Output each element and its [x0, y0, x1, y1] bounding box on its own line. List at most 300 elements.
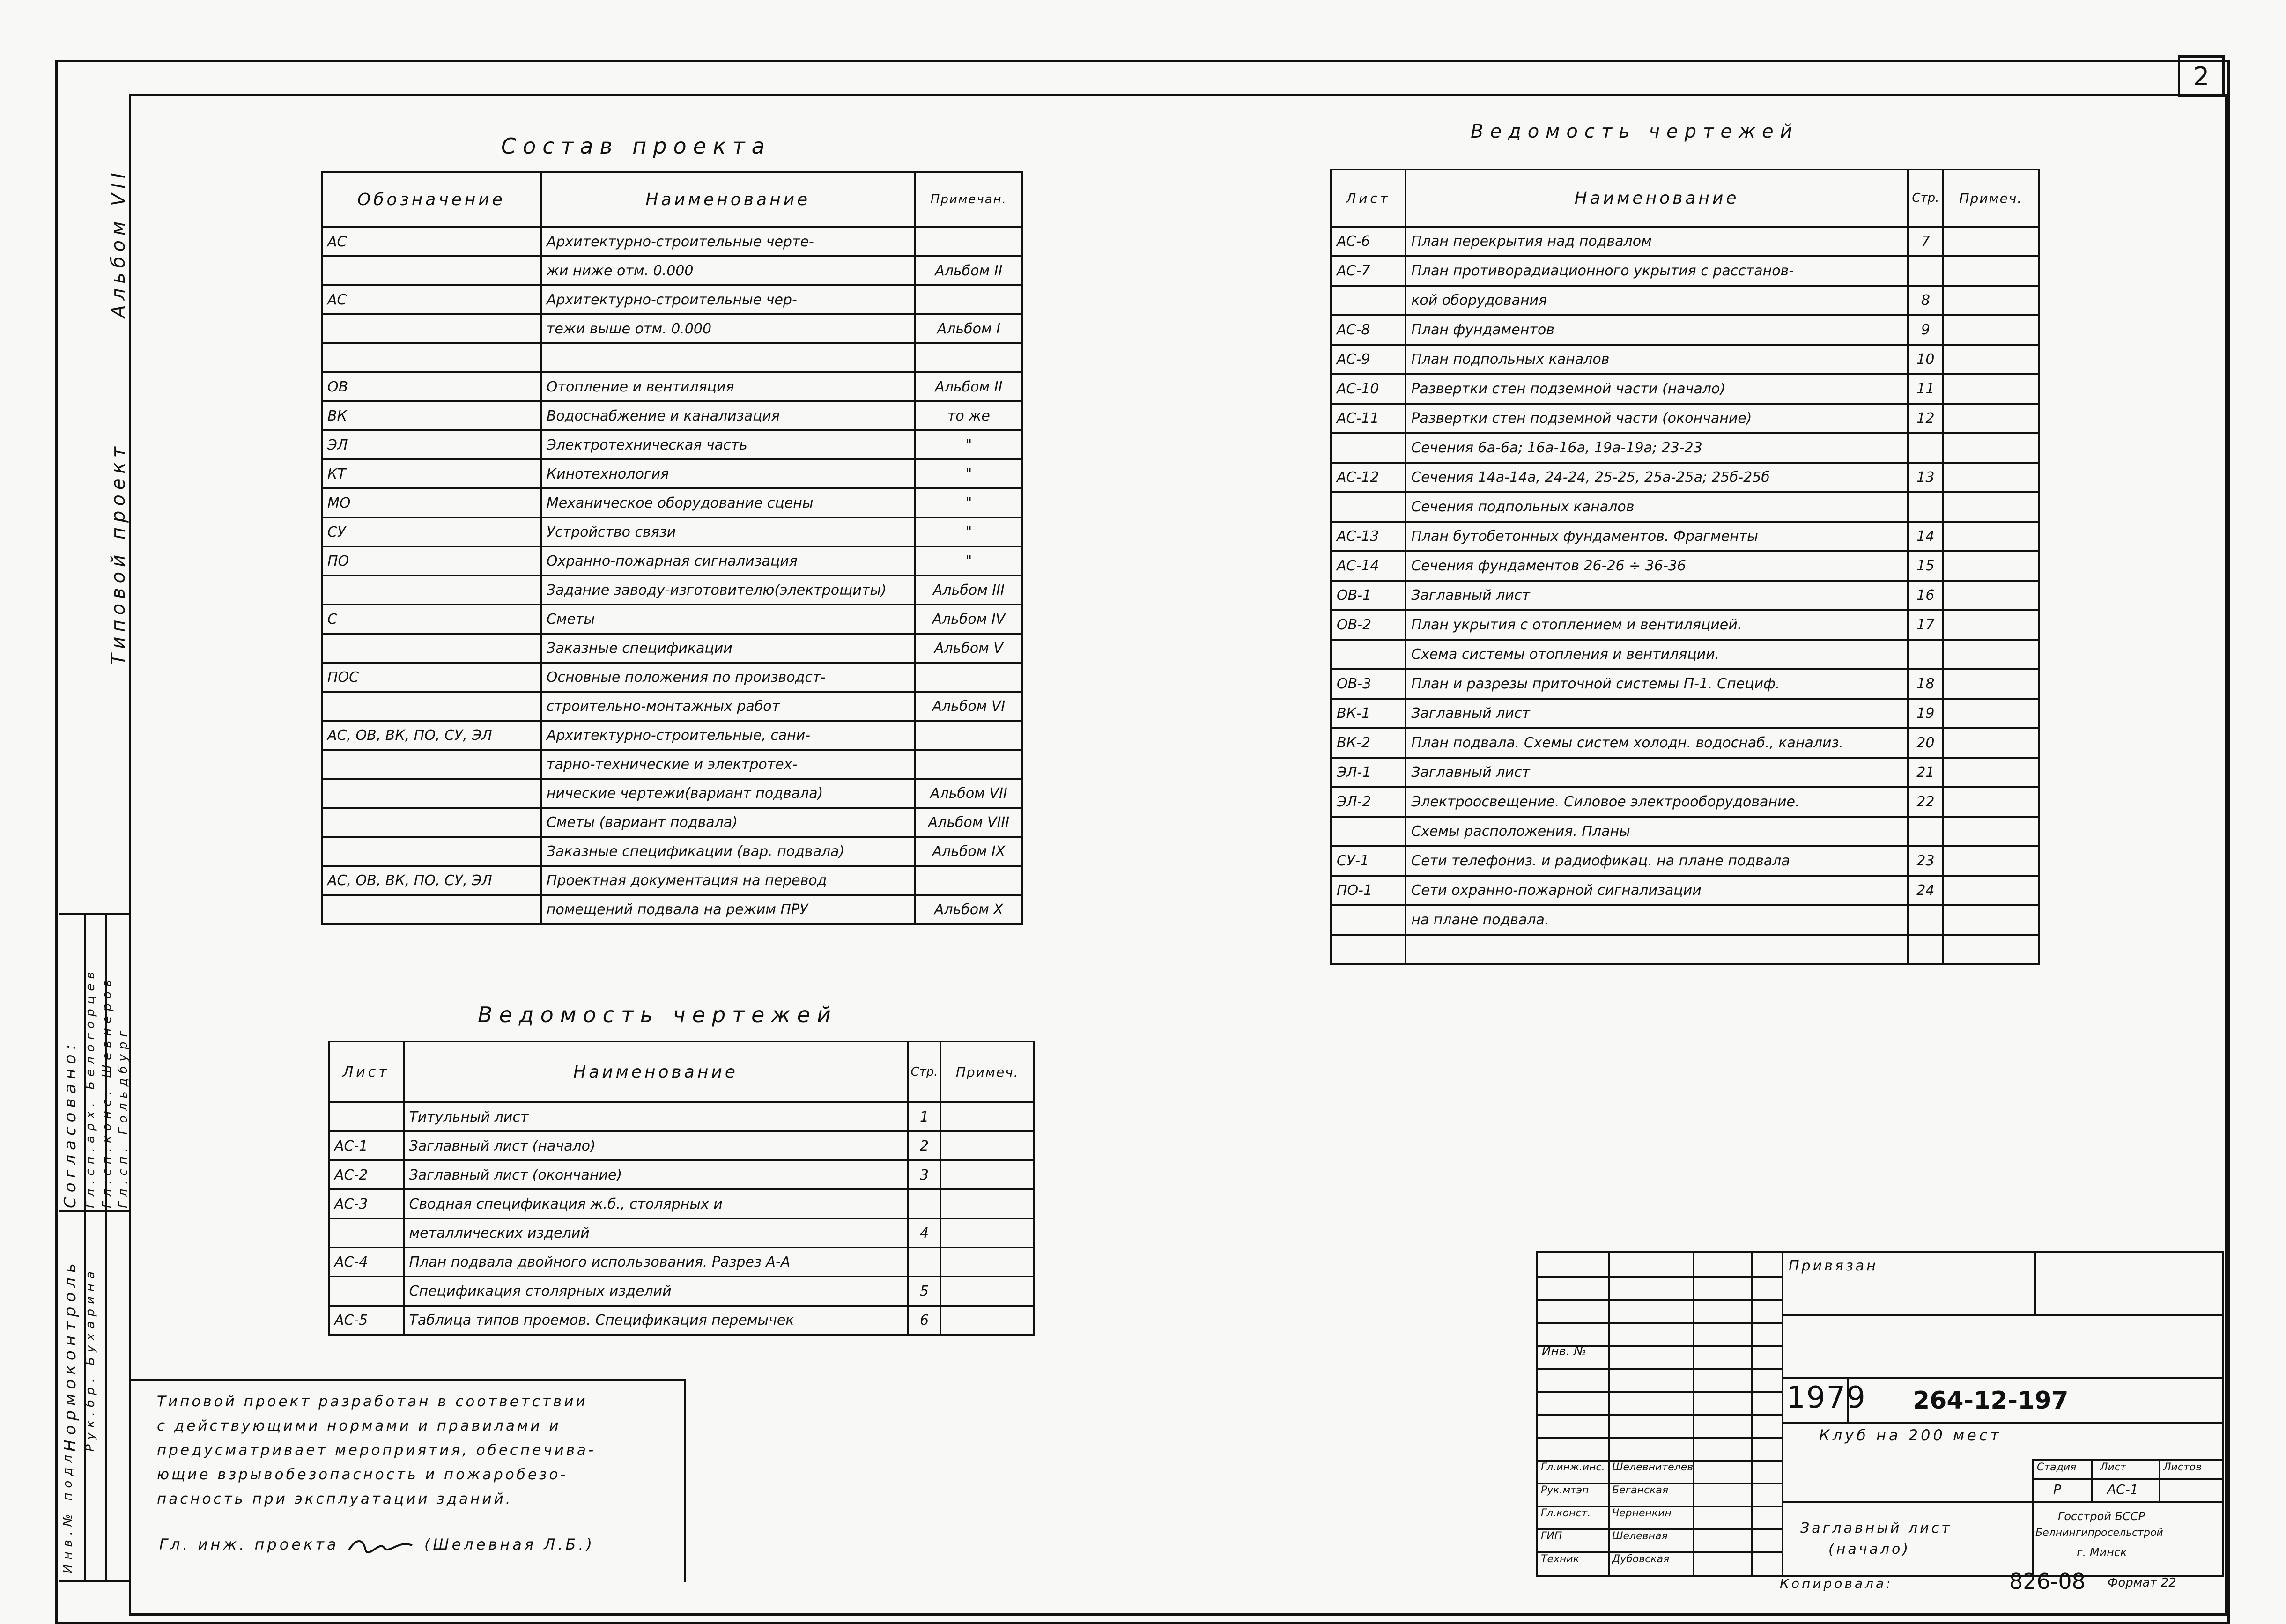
table-cell: " [915, 546, 1022, 576]
note-signature [159, 1535, 595, 1555]
table-row [1331, 463, 2039, 492]
table-row [322, 808, 1022, 837]
table-cell: 16 [1908, 581, 1943, 610]
staff-role: ГИП [1541, 1530, 1562, 1542]
table-row [1331, 640, 2039, 669]
table-cell: АС-14 [1331, 551, 1406, 581]
table-cell: Сечения 6а-6а; 16а-16а, 19а-19а; 23-23 [1406, 433, 1908, 463]
table-cell: тежи выше отм. 0.000 [541, 314, 915, 343]
table-row [1331, 817, 2039, 846]
table-cell: Заглавный лист (окончание) [404, 1160, 908, 1189]
table-row [322, 256, 1022, 285]
sheet-number: 2 [2193, 61, 2210, 91]
table-cell: АС [322, 227, 541, 256]
table-cell: АС-12 [1331, 463, 1406, 492]
table-cell: ОВ [322, 372, 541, 401]
staff-role: Техник [1541, 1553, 1579, 1565]
table-cell: Альбом III [915, 576, 1022, 605]
table-cell: 9 [1908, 315, 1943, 345]
table-cell: План подпольных каналов [1406, 345, 1908, 374]
table-cell: 7 [1908, 227, 1943, 256]
table-row [322, 576, 1022, 605]
table-cell: АС-4 [329, 1248, 404, 1277]
table-cell [322, 837, 541, 866]
signature-scribble [347, 1536, 417, 1555]
table-cell [1908, 640, 1943, 669]
table-cell [915, 750, 1022, 779]
table-cell: 22 [1908, 787, 1943, 817]
table-cell [1943, 935, 2039, 964]
table-cell: Заглавный лист [1406, 581, 1908, 610]
table-cell: помещений подвала на режим ПРУ [541, 895, 915, 924]
table-row [322, 401, 1022, 430]
table-cell [1908, 817, 1943, 846]
composition-table [321, 171, 1023, 925]
drawings-left-header-name: Наименование [404, 1041, 908, 1102]
norm-row-2: Инв.№ подл. [61, 1441, 75, 1573]
table-cell: Развертки стен подземной части (окончание) [1406, 404, 1908, 433]
sheet-title-2: (начало) [1828, 1541, 1911, 1558]
drawings-right-header-name: Наименование [1406, 170, 1908, 227]
table-row [1331, 492, 2039, 522]
table-cell [908, 1189, 941, 1218]
table-cell: АС, ОВ, ВК, ПО, СУ, ЭЛ [322, 721, 541, 750]
approvals-heading: Согласовано: [61, 1040, 80, 1208]
table-row [329, 1218, 1034, 1248]
drawings-right-header-page: Стр. [1908, 170, 1943, 227]
table-cell: Сметы (вариант подвала) [541, 808, 915, 837]
table-cell [1908, 935, 1943, 964]
stamp-grid-line [1538, 1368, 1782, 1370]
table-cell: Таблица типов проемов. Спецификация перемычек [404, 1306, 908, 1335]
table-cell: 10 [1908, 345, 1943, 374]
table-cell: Альбом IX [915, 837, 1022, 866]
table-cell: АС-9 [1331, 345, 1406, 374]
table-cell: Сметы [541, 605, 915, 634]
stage-value: Р [2053, 1482, 2061, 1497]
org-2: Белнингипросельстрой [2035, 1527, 2163, 1539]
table-cell [1943, 876, 2039, 905]
table-cell [1943, 640, 2039, 669]
table-cell: 19 [1908, 699, 1943, 728]
year: 1979 [1786, 1380, 1866, 1415]
table-cell: 11 [1908, 374, 1943, 404]
table-cell: Сечения подпольных каналов [1406, 492, 1908, 522]
table-cell: Альбом VII [915, 779, 1022, 808]
table-cell: План бутобетонных фундаментов. Фрагменты [1406, 522, 1908, 551]
table-row [322, 285, 1022, 314]
drawings-left-title: Ведомость чертежей [478, 1002, 837, 1027]
staff-name: Беганская [1612, 1484, 1669, 1496]
table-cell: ЭЛ [322, 430, 541, 459]
table-cell [940, 1306, 1034, 1335]
table-cell [1943, 404, 2039, 433]
table-cell: 6 [908, 1306, 941, 1335]
table-cell: Задание заводу-изготовителю(электрощиты) [541, 576, 915, 605]
table-cell: Схема системы отопления и вентиляции. [1406, 640, 1908, 669]
stamp-grid-line [1538, 1299, 1782, 1301]
staff-name: Шелевная [1612, 1530, 1668, 1542]
table-row [329, 1248, 1034, 1277]
table-cell: 13 [1908, 463, 1943, 492]
table-row [329, 1160, 1034, 1189]
stamp-grid-line [1538, 1391, 1782, 1393]
table-cell: Альбом V [915, 634, 1022, 663]
table-cell [1943, 846, 2039, 876]
table-cell: АС-3 [329, 1189, 404, 1218]
table-cell: СУ-1 [1331, 846, 1406, 876]
approval-row-2: Гл.сп.конс. Шевнеров [100, 974, 114, 1208]
table-cell: кой оборудования [1406, 286, 1908, 315]
table-cell [322, 634, 541, 663]
table-row [1331, 728, 2039, 758]
table-cell: АС-13 [1331, 522, 1406, 551]
series-label: Типовой проект [108, 442, 129, 665]
sheet-value: АС-1 [2107, 1482, 2138, 1497]
table-cell: 21 [1908, 758, 1943, 787]
drawings-left-table [328, 1041, 1035, 1336]
table-row [1331, 374, 2039, 404]
table-row [1331, 699, 2039, 728]
signature-label: Гл. инж. проекта [159, 1535, 339, 1553]
copy-number: 826-08 [2009, 1569, 2086, 1594]
table-row [322, 430, 1022, 459]
table-cell: Охранно-пожарная сигнализация [541, 546, 915, 576]
table-cell [940, 1218, 1034, 1248]
table-cell [322, 576, 541, 605]
table-cell: нические чертежи(вариант подвала) [541, 779, 915, 808]
table-cell: 2 [908, 1131, 941, 1160]
table-row [322, 227, 1022, 256]
table-cell: жи ниже отм. 0.000 [541, 256, 915, 285]
norm-row-1: Рук.бр. Бухарина [83, 1267, 97, 1452]
note-line: пасность при эксплуатации зданий. [157, 1491, 513, 1507]
table-cell: 20 [1908, 728, 1943, 758]
table-cell: Сечения фундаментов 26-26 ÷ 36-36 [1406, 551, 1908, 581]
table-cell [322, 779, 541, 808]
table-cell: Альбом VI [915, 692, 1022, 721]
table-row [329, 1189, 1034, 1218]
table-cell [1943, 905, 2039, 935]
staff-role: Гл.инж.инс. [1541, 1462, 1605, 1473]
table-row [1331, 404, 2039, 433]
table-cell: 17 [1908, 610, 1943, 640]
table-row [322, 546, 1022, 576]
staff-name: Черненкин [1612, 1507, 1672, 1519]
table-cell: Спецификация столярных изделий [404, 1277, 908, 1306]
table-cell: ЭЛ-1 [1331, 758, 1406, 787]
table-row [322, 488, 1022, 517]
table-row [322, 634, 1022, 663]
table-cell: АС-7 [1331, 256, 1406, 286]
staff-name: Шелевнителев [1612, 1462, 1694, 1473]
table-row [1331, 581, 2039, 610]
table-row [1331, 610, 2039, 640]
staff-role: Рук.мтэп [1541, 1484, 1589, 1496]
table-cell [1406, 935, 1908, 964]
table-cell [940, 1102, 1034, 1131]
composition-header-designation: Обозначение [322, 172, 541, 227]
project-code: 264-12-197 [1913, 1387, 2069, 1415]
table-cell [940, 1189, 1034, 1218]
table-row [329, 1306, 1034, 1335]
left-vertical-label [108, 168, 129, 665]
table-cell: Проектная документация на перевод [541, 866, 915, 895]
table-cell: " [915, 488, 1022, 517]
table-row [1331, 935, 2039, 964]
stage-header: Стадия [2037, 1462, 2077, 1473]
table-cell: металлических изделий [404, 1218, 908, 1248]
table-cell: Сети телефониз. и радиофикац. на плане подвала [1406, 846, 1908, 876]
table-cell: АС-6 [1331, 227, 1406, 256]
table-cell [1943, 315, 2039, 345]
table-cell [1943, 817, 2039, 846]
table-cell: Заглавный лист [1406, 758, 1908, 787]
table-cell: Архитектурно-строительные черте- [541, 227, 915, 256]
table-cell: ОВ-3 [1331, 669, 1406, 699]
table-cell [1908, 905, 1943, 935]
table-row [1331, 286, 2039, 315]
table-cell [1943, 610, 2039, 640]
table-cell [1331, 905, 1406, 935]
table-cell [322, 314, 541, 343]
org-1: Госстрой БССР [2058, 1510, 2145, 1523]
composition-title: Состав проекта [501, 133, 771, 159]
table-row [1331, 787, 2039, 817]
table-cell: Сети охранно-пожарной сигнализации [1406, 876, 1908, 905]
table-cell: " [915, 517, 1022, 546]
table-cell: " [915, 430, 1022, 459]
table-cell: КТ [322, 459, 541, 488]
table-row [322, 605, 1022, 634]
table-row [329, 1131, 1034, 1160]
note-block [131, 1379, 686, 1582]
table-cell: ВК-1 [1331, 699, 1406, 728]
table-cell [940, 1277, 1034, 1306]
table-cell: 4 [908, 1218, 941, 1248]
table-cell: на плане подвала. [1406, 905, 1908, 935]
table-cell [1331, 935, 1406, 964]
table-cell: 15 [1908, 551, 1943, 581]
table-cell [915, 866, 1022, 895]
table-cell: 18 [1908, 669, 1943, 699]
table-cell: Титульный лист [404, 1102, 908, 1131]
table-row [322, 779, 1022, 808]
table-cell: 1 [908, 1102, 941, 1131]
drawings-left-header-page: Стр. [908, 1041, 941, 1102]
table-cell: 23 [1908, 846, 1943, 876]
table-cell [1943, 227, 2039, 256]
table-cell [1943, 256, 2039, 286]
table-cell: АС-10 [1331, 374, 1406, 404]
table-cell [1943, 492, 2039, 522]
table-cell: Отопление и вентиляция [541, 372, 915, 401]
table-cell [1331, 640, 1406, 669]
table-cell [1943, 669, 2039, 699]
table-cell [329, 1102, 404, 1131]
table-cell: ОВ-2 [1331, 610, 1406, 640]
table-cell: СУ [322, 517, 541, 546]
table-cell: АС-5 [329, 1306, 404, 1335]
table-row [322, 314, 1022, 343]
approval-row-1: Гл.сп.арх. Белогорцев [83, 967, 97, 1208]
table-cell [1943, 787, 2039, 817]
table-cell [1943, 728, 2039, 758]
drawings-left-header-remark: Примеч. [940, 1041, 1034, 1102]
approval-row-3: Гл.сп. Гольдбург [116, 1026, 130, 1208]
table-cell: ВК-2 [1331, 728, 1406, 758]
table-cell: Развертки стен подземной части (начало) [1406, 374, 1908, 404]
table-cell [322, 692, 541, 721]
album-label: Альбом VII [108, 168, 129, 318]
table-row [329, 1102, 1034, 1131]
table-cell: План подвала двойного использования. Разрез А-А [404, 1248, 908, 1277]
table-row [322, 517, 1022, 546]
sheet-header: Лист [2100, 1462, 2126, 1473]
table-cell: План подвала. Схемы систем холодн. водоснаб., канализ. [1406, 728, 1908, 758]
table-cell: ВК [322, 401, 541, 430]
table-cell: тарно-технические и электротех- [541, 750, 915, 779]
copied-label: Копировала: [1780, 1576, 1893, 1591]
table-cell: Альбом II [915, 372, 1022, 401]
table-cell: Альбом IV [915, 605, 1022, 634]
table-cell: Заглавный лист (начало) [404, 1131, 908, 1160]
format-label: Формат 22 [2108, 1576, 2176, 1590]
inv-no-label: Инв. № [1542, 1344, 1587, 1358]
table-cell: ПОС [322, 663, 541, 692]
drawings-right-table [1330, 169, 2040, 965]
table-cell [322, 750, 541, 779]
org-3: г. Минск [2077, 1546, 2127, 1559]
table-row [1331, 669, 2039, 699]
note-line: с действующими нормами и правилами и [157, 1417, 561, 1434]
table-row [322, 372, 1022, 401]
table-cell: Заглавный лист [1406, 699, 1908, 728]
staff-role: Гл.конст. [1541, 1507, 1591, 1519]
table-cell: Альбом II [915, 256, 1022, 285]
composition-header-name: Наименование [541, 172, 915, 227]
table-cell: АС-11 [1331, 404, 1406, 433]
note-line: Типовой проект разработан в соответствии [157, 1393, 588, 1410]
table-row [1331, 227, 2039, 256]
table-row [1331, 876, 2039, 905]
table-cell [915, 343, 1022, 372]
table-cell [541, 343, 915, 372]
drawings-right-header-remark: Примеч. [1943, 170, 2039, 227]
table-cell: МО [322, 488, 541, 517]
table-cell [329, 1218, 404, 1248]
table-cell: 24 [1908, 876, 1943, 905]
table-cell [1331, 817, 1406, 846]
table-cell: Архитектурно-строительные, сани- [541, 721, 915, 750]
table-cell [908, 1248, 941, 1277]
table-row [1331, 522, 2039, 551]
table-cell: План и разрезы приточной системы П-1. Специф. [1406, 669, 1908, 699]
table-cell [940, 1160, 1034, 1189]
table-row [322, 721, 1022, 750]
table-cell [322, 895, 541, 924]
composition-header-note: Примечан. [915, 172, 1022, 227]
table-cell [1943, 699, 2039, 728]
table-row [322, 663, 1022, 692]
table-cell: то же [915, 401, 1022, 430]
stamp-grid-line [1538, 1414, 1782, 1416]
table-cell: строительно-монтажных работ [541, 692, 915, 721]
table-cell [1908, 256, 1943, 286]
table-row [322, 866, 1022, 895]
table-row [322, 692, 1022, 721]
table-cell: 8 [1908, 286, 1943, 315]
drawings-right-header-sheet: Лист [1331, 170, 1406, 227]
staff-name: Дубовская [1612, 1553, 1670, 1565]
table-cell: Механическое оборудование сцены [541, 488, 915, 517]
stamp-grid-line [1538, 1276, 1782, 1278]
object-name: Клуб на 200 мест [1819, 1426, 2002, 1444]
table-cell: Основные положения по производст- [541, 663, 915, 692]
table-cell: 12 [1908, 404, 1943, 433]
table-cell [940, 1131, 1034, 1160]
table-cell [1908, 492, 1943, 522]
table-cell: АС-8 [1331, 315, 1406, 345]
table-cell: Кинотехнология [541, 459, 915, 488]
table-row [1331, 315, 2039, 345]
table-row [322, 895, 1022, 924]
table-cell [1943, 286, 2039, 315]
table-cell: АС-1 [329, 1131, 404, 1160]
table-cell [1943, 581, 2039, 610]
table-cell [915, 227, 1022, 256]
table-row [1331, 905, 2039, 935]
table-row [322, 459, 1022, 488]
table-row [1331, 551, 2039, 581]
table-cell: 14 [1908, 522, 1943, 551]
table-cell [322, 808, 541, 837]
table-cell: Альбом I [915, 314, 1022, 343]
table-cell [1331, 492, 1406, 522]
sheet-number-box [2178, 55, 2225, 97]
table-cell: План укрытия с отоплением и вентиляцией. [1406, 610, 1908, 640]
table-cell: Сводная спецификация ж.б., столярных и [404, 1189, 908, 1218]
table-cell: Архитектурно-строительные чер- [541, 285, 915, 314]
note-line: предусматривает мероприятия, обеспечива- [157, 1442, 596, 1459]
normcontrol-label: Нормоконтроль [61, 1259, 80, 1452]
note-line: ющие взрывобезопасность и пожаробезо- [157, 1466, 568, 1483]
sheet-title-1: Заглавный лист [1800, 1520, 1952, 1536]
table-cell: Заказные спецификации (вар. подвала) [541, 837, 915, 866]
signature-name: (Шелевная Л.Б.) [424, 1535, 595, 1553]
attached-label: Привязан [1789, 1258, 1878, 1274]
table-cell: ЭЛ-2 [1331, 787, 1406, 817]
table-cell: Водоснабжение и канализация [541, 401, 915, 430]
table-cell [322, 256, 541, 285]
table-row [1331, 433, 2039, 463]
table-cell: Электроосвещение. Силовое электрооборудование. [1406, 787, 1908, 817]
table-cell [915, 663, 1022, 692]
table-cell [1943, 522, 2039, 551]
table-cell [1943, 758, 2039, 787]
table-row [1331, 846, 2039, 876]
table-cell [1331, 286, 1406, 315]
table-cell: АС-2 [329, 1160, 404, 1189]
table-cell: ПО-1 [1331, 876, 1406, 905]
stamp-grid-line [1538, 1437, 1782, 1439]
table-cell [329, 1277, 404, 1306]
table-cell: АС [322, 285, 541, 314]
table-cell: Альбом VIII [915, 808, 1022, 837]
title-block [1536, 1251, 2224, 1577]
table-cell [1943, 551, 2039, 581]
table-row [322, 750, 1022, 779]
